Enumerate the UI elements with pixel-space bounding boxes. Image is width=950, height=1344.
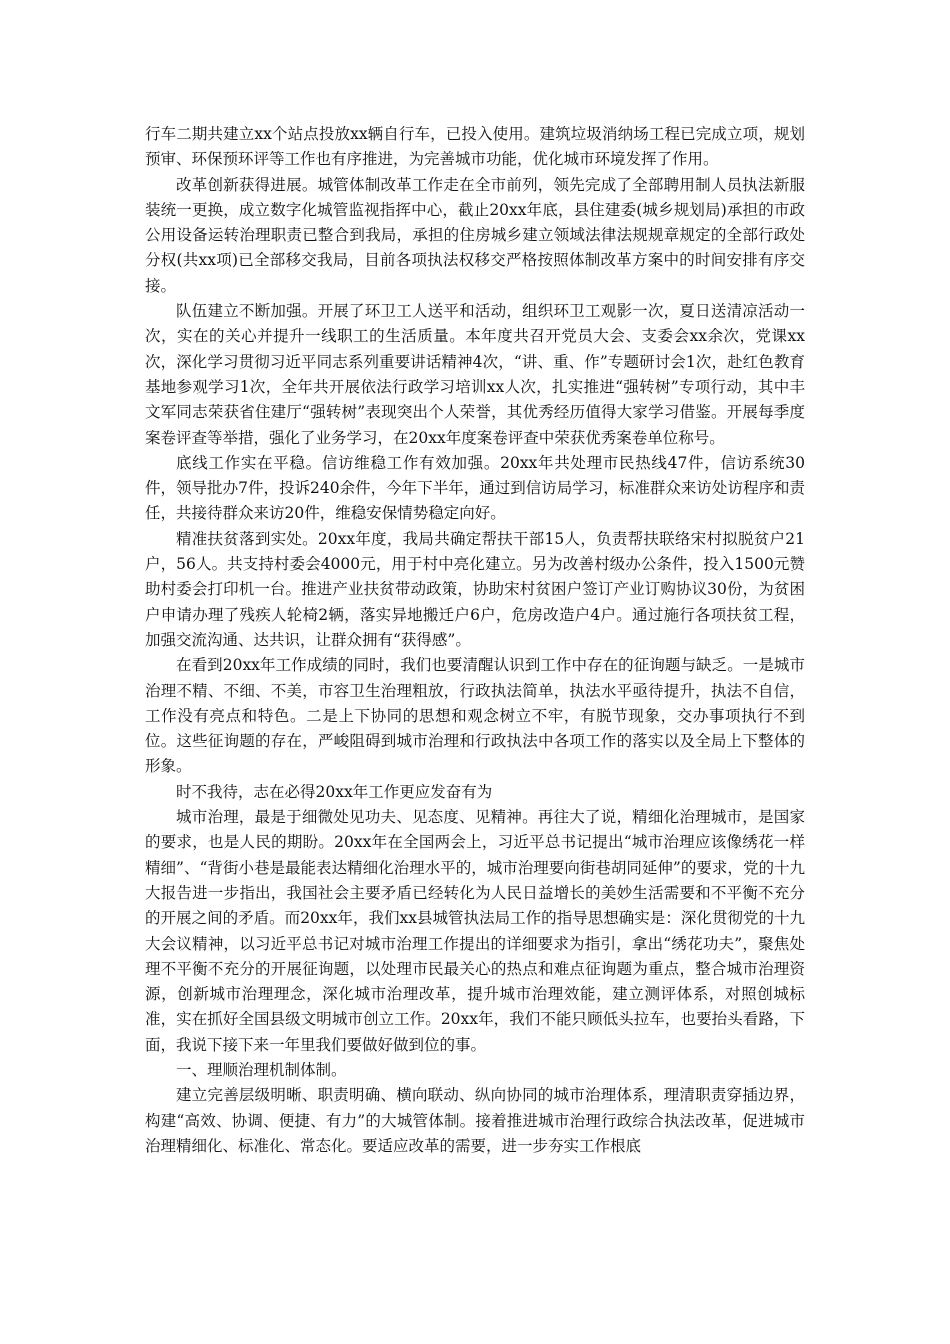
paragraph: 改革创新获得进展。城管体制改革工作走在全市前列，领先完成了全部聘用制人员执法新服装统一更换，成立数字化城管监视指挥中心，截止20xx年底，县住建委(城乡规划局)承担的市政公用设备运转治理职责已整合到我局，承担的住房城乡建立领域法律法规规章规定的全部行政处分权(共xx项)已全部移交我局，目前各项执法权移交严格按照体制改革方案中的时间安排有序交接。: [145, 175, 805, 295]
document-page: [145, 122, 805, 1159]
paragraph: 建立完善层级明晰、职责明确、横向联动、纵向协同的城市治理体系，理清职责穿插边界，构建“高效、协调、便捷、有力”的大城管体制。接着推进城市治理行政综合执法改革，促进城市治理精细化、标准化、常态化。要适应改革的需要，进一步夯实工作根底: [145, 1086, 805, 1155]
section-heading: 一、理顺治理机制体制。: [176, 1060, 347, 1079]
section-heading: 时不我待，志在必得20xx年工作更应发奋有为: [176, 782, 493, 801]
paragraph: 底线工作实在平稳。信访维稳工作有效加强。20xx年共处理市民热线47件，信访系统30件，领导批办7件，投诉240余件，今年下半年，通过到信访局学习，标准群众来访处访程序和责任，共接待群众来访20件，维稳安保情势稳定向好。: [145, 453, 805, 523]
paragraph: 队伍建立不断加强。开展了环卫工人送平和活动，组织环卫工观影一次，夏日送清凉活动一次，实在的关心并提升一线职工的生活质量。本年度共召开党员大会、支委会xx余次，党课xx次，深化学习贯彻习近平同志系列重要讲话精神4次，“讲、重、作”专题研讨会1次，赴红色教育基地参观学习1次，全年共开展依法行政学习培训xx人次，扎实推进“强转树”专项行动，其中丰文军同志荣获省住建厅“强转树”表现突出个人荣誉，其优秀经历值得大家学习借鉴。开展每季度案卷评查等举措，强化了业务学习，在20xx年度案卷评查中荣获优秀案卷单位称号。: [145, 302, 806, 447]
paragraph: 行车二期共建立xx个站点投放xx辆自行车，已投入使用。建筑垃圾消纳场工程已完成立项，规划预审、环保预环评等工作也有序推进，为完善城市功能，优化城市环境发挥了作用。: [145, 125, 805, 169]
paragraph: 精准扶贫落到实处。20xx年度，我局共确定帮扶干部15人，负责帮扶联络宋村拟脱贫户21户，56人。共支持村委会4000元，用于村中亮化建立。另为改善村级办公条件，投入1500元赞助村委会打印机一台。推进产业扶贫带动政策，协助宋村贫困户签订产业订购协议30份，为贫困户申请办理了残疾人轮椅2辆，落实异地搬迁户6户，危房改造户4户。通过施行各项扶贫工程，加强交流沟通、达共识，让群众拥有“获得感”。: [145, 529, 805, 649]
paragraph: 城市治理，最是于细微处见功夫、见态度、见精神。再往大了说，精细化治理城市，是国家的要求，也是人民的期盼。20xx年在全国两会上，习近平总书记提出“城市治理应该像绣花一样精细”、“背街小巷是最能表达精细化治理水平的，城市治理要向街巷胡同延伸”的要求，党的十九大报告进一步指出，我国社会主要矛盾已经转化为人民日益增长的美妙生活需要和不平衡不充分的开展之间的矛盾。而20xx年，我们xx县城管执法局工作的指导思想确实是：深化贯彻党的十九大会议精神，以习近平总书记对城市治理工作提出的详细要求为指引，拿出“绣花功夫”，聚焦处理不平衡不充分的开展征询题，以处理市民最关心的热点和难点征询题为重点，整合城市治理资源，创新城市治理理念，深化城市治理改革，提升城市治理效能，建立测评体系，对照创城标准，实在抓好全国县级文明城市创立工作。20xx年，我们不能只顾低头拉车，也要抬头看路，下面，我说下接下来一年里我们要做好做到位的事。: [145, 808, 805, 1054]
paragraph: 在看到20xx年工作成绩的同时，我们也要清醒认识到工作中存在的征询题与缺乏。一是城市治理不精、不细、不美，市容卫生治理粗放，行政执法简单，执法水平亟待提升，执法不自信，工作没有亮点和特色。二是上下协同的思想和观念树立不牢，有脱节现象，交办事项执行不到位。这些征询题的存在，严峻阻碍到城市治理和行政执法中各项工作的落实以及全局上下整体的形象。: [145, 656, 805, 776]
